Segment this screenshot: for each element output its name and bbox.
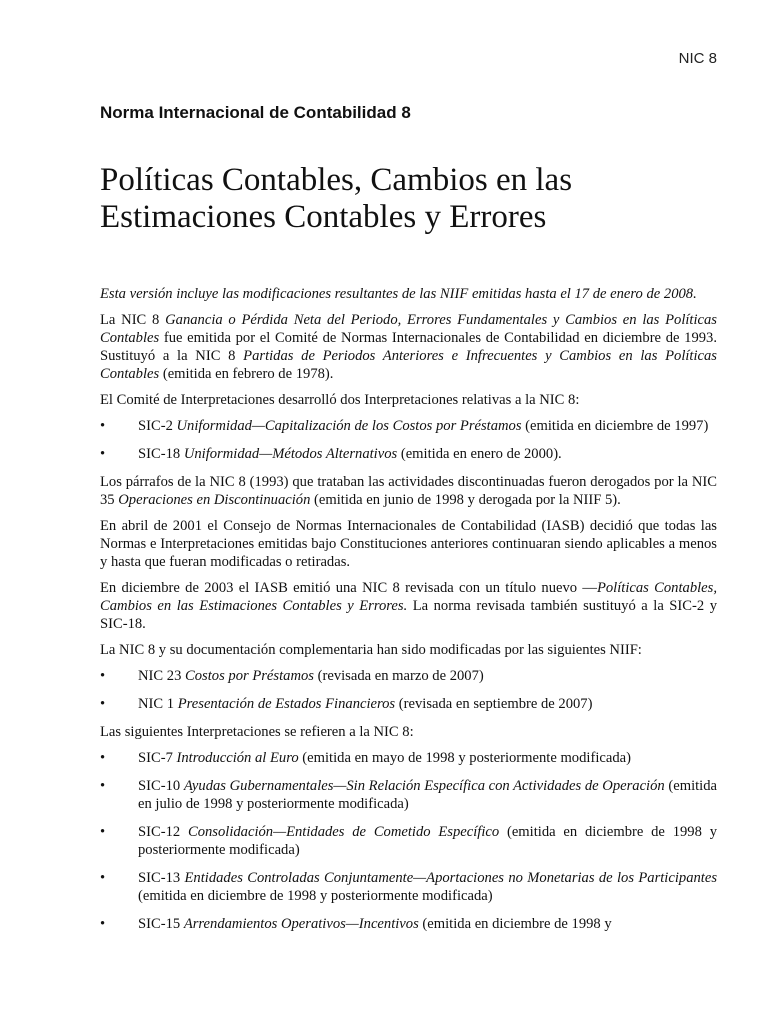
paragraph-amendments-intro: La NIC 8 y su documentación complementaria han sido modificadas por las siguientes NIIF:	[100, 642, 642, 658]
paragraph-revision-2003: En diciembre de 2003 el IASB emitió una NIC 8 revisada con un título nuevo —Políticas Contables, Cambios en las Estimaciones Contables y Errores. La norma revisada también sustituyó a la SIC-2 y SIC-18.	[100, 580, 717, 632]
bullet-marker: •	[100, 418, 106, 434]
bullet-marker: •	[100, 696, 106, 712]
bullet-marker: •	[100, 778, 106, 794]
list-item: • SIC-10 Ayudas Gubernamentales—Sin Relación Específica con Actividades de Operación (emitida en julio de 1998 y posteriormente modificada)	[100, 778, 718, 812]
document-page	[100, 0, 717, 1024]
bullet-marker: •	[100, 870, 106, 886]
title-line-1: Políticas Contables, Cambios en las	[100, 162, 573, 198]
document-title	[100, 162, 717, 236]
list-item: • SIC-13 Entidades Controladas Conjuntamente—Aportaciones no Monetarias de los Participantes (emitida en diciembre de 1998 y posteriormente modificada)	[100, 870, 717, 904]
bullet-marker: •	[100, 750, 106, 766]
paragraph-history: La NIC 8 Ganancia o Pérdida Neta del Periodo, Errores Fundamentales y Cambios en las Políticas Contables fue emitida por el Comité de Normas Internacionales de Contabilidad en diciembre de 1993. Sustituyó a la NIC 8 Partidas de Periodos Anteriores e Infrecuentes y Cambios en las Políticas Contables (emitida en febrero de 1978).	[100, 312, 717, 382]
paragraph-iasb-2001: En abril de 2001 el Consejo de Normas Internacionales de Contabilidad (IASB) decidió que todas las Normas e Interpretaciones emitidas bajo Constituciones anteriores continuaran siendo aplicables a menos y hasta que fueran modificadas o retiradas.	[100, 518, 717, 570]
list-item: • SIC-2 Uniformidad—Capitalización de los Costos por Préstamos (emitida en diciembre de 1997)	[100, 418, 709, 434]
list-item: • SIC-7 Introducción al Euro (emitida en mayo de 1998 y posteriormente modificada)	[100, 750, 631, 766]
paragraph-related-interpretations: Las siguientes Interpretaciones se refieren a la NIC 8:	[100, 724, 414, 740]
bullet-marker: •	[100, 446, 106, 462]
document-body	[100, 285, 717, 943]
paragraph-discontinued: Los párrafos de la NIC 8 (1993) que trataban las actividades discontinuadas fueron derogados por la NIC 35 Operaciones en Discontinuación (emitida en junio de 1998 y derogada por la NIIF 5).	[100, 474, 717, 508]
list-item: • NIC 1 Presentación de Estados Financieros (revisada en septiembre de 2007)	[100, 696, 593, 712]
version-note: Esta versión incluye las modificaciones resultantes de las NIIF emitidas hasta el 17 de enero de 2008.	[100, 286, 697, 302]
list-item: • SIC-15 Arrendamientos Operativos—Incentivos (emitida en diciembre de 1998 y	[100, 916, 612, 932]
standard-name: Norma Internacional de Contabilidad 8	[100, 103, 411, 122]
list-item: • SIC-18 Uniformidad—Métodos Alternativos (emitida en enero de 2000).	[100, 446, 562, 462]
running-header: NIC 8	[678, 50, 717, 67]
list-item: • SIC-12 Consolidación—Entidades de Cometido Específico (emitida en diciembre de 1998 y posteriormente modificada)	[100, 824, 717, 858]
paragraph-interpretations-intro: El Comité de Interpretaciones desarrolló dos Interpretaciones relativas a la NIC 8:	[100, 392, 580, 408]
bullet-marker: •	[100, 824, 106, 840]
title-line-2: Estimaciones Contables y Errores	[100, 199, 547, 235]
bullet-marker: •	[100, 916, 106, 932]
bullet-marker: •	[100, 668, 106, 684]
list-item: • NIC 23 Costos por Préstamos (revisada en marzo de 2007)	[100, 668, 484, 684]
